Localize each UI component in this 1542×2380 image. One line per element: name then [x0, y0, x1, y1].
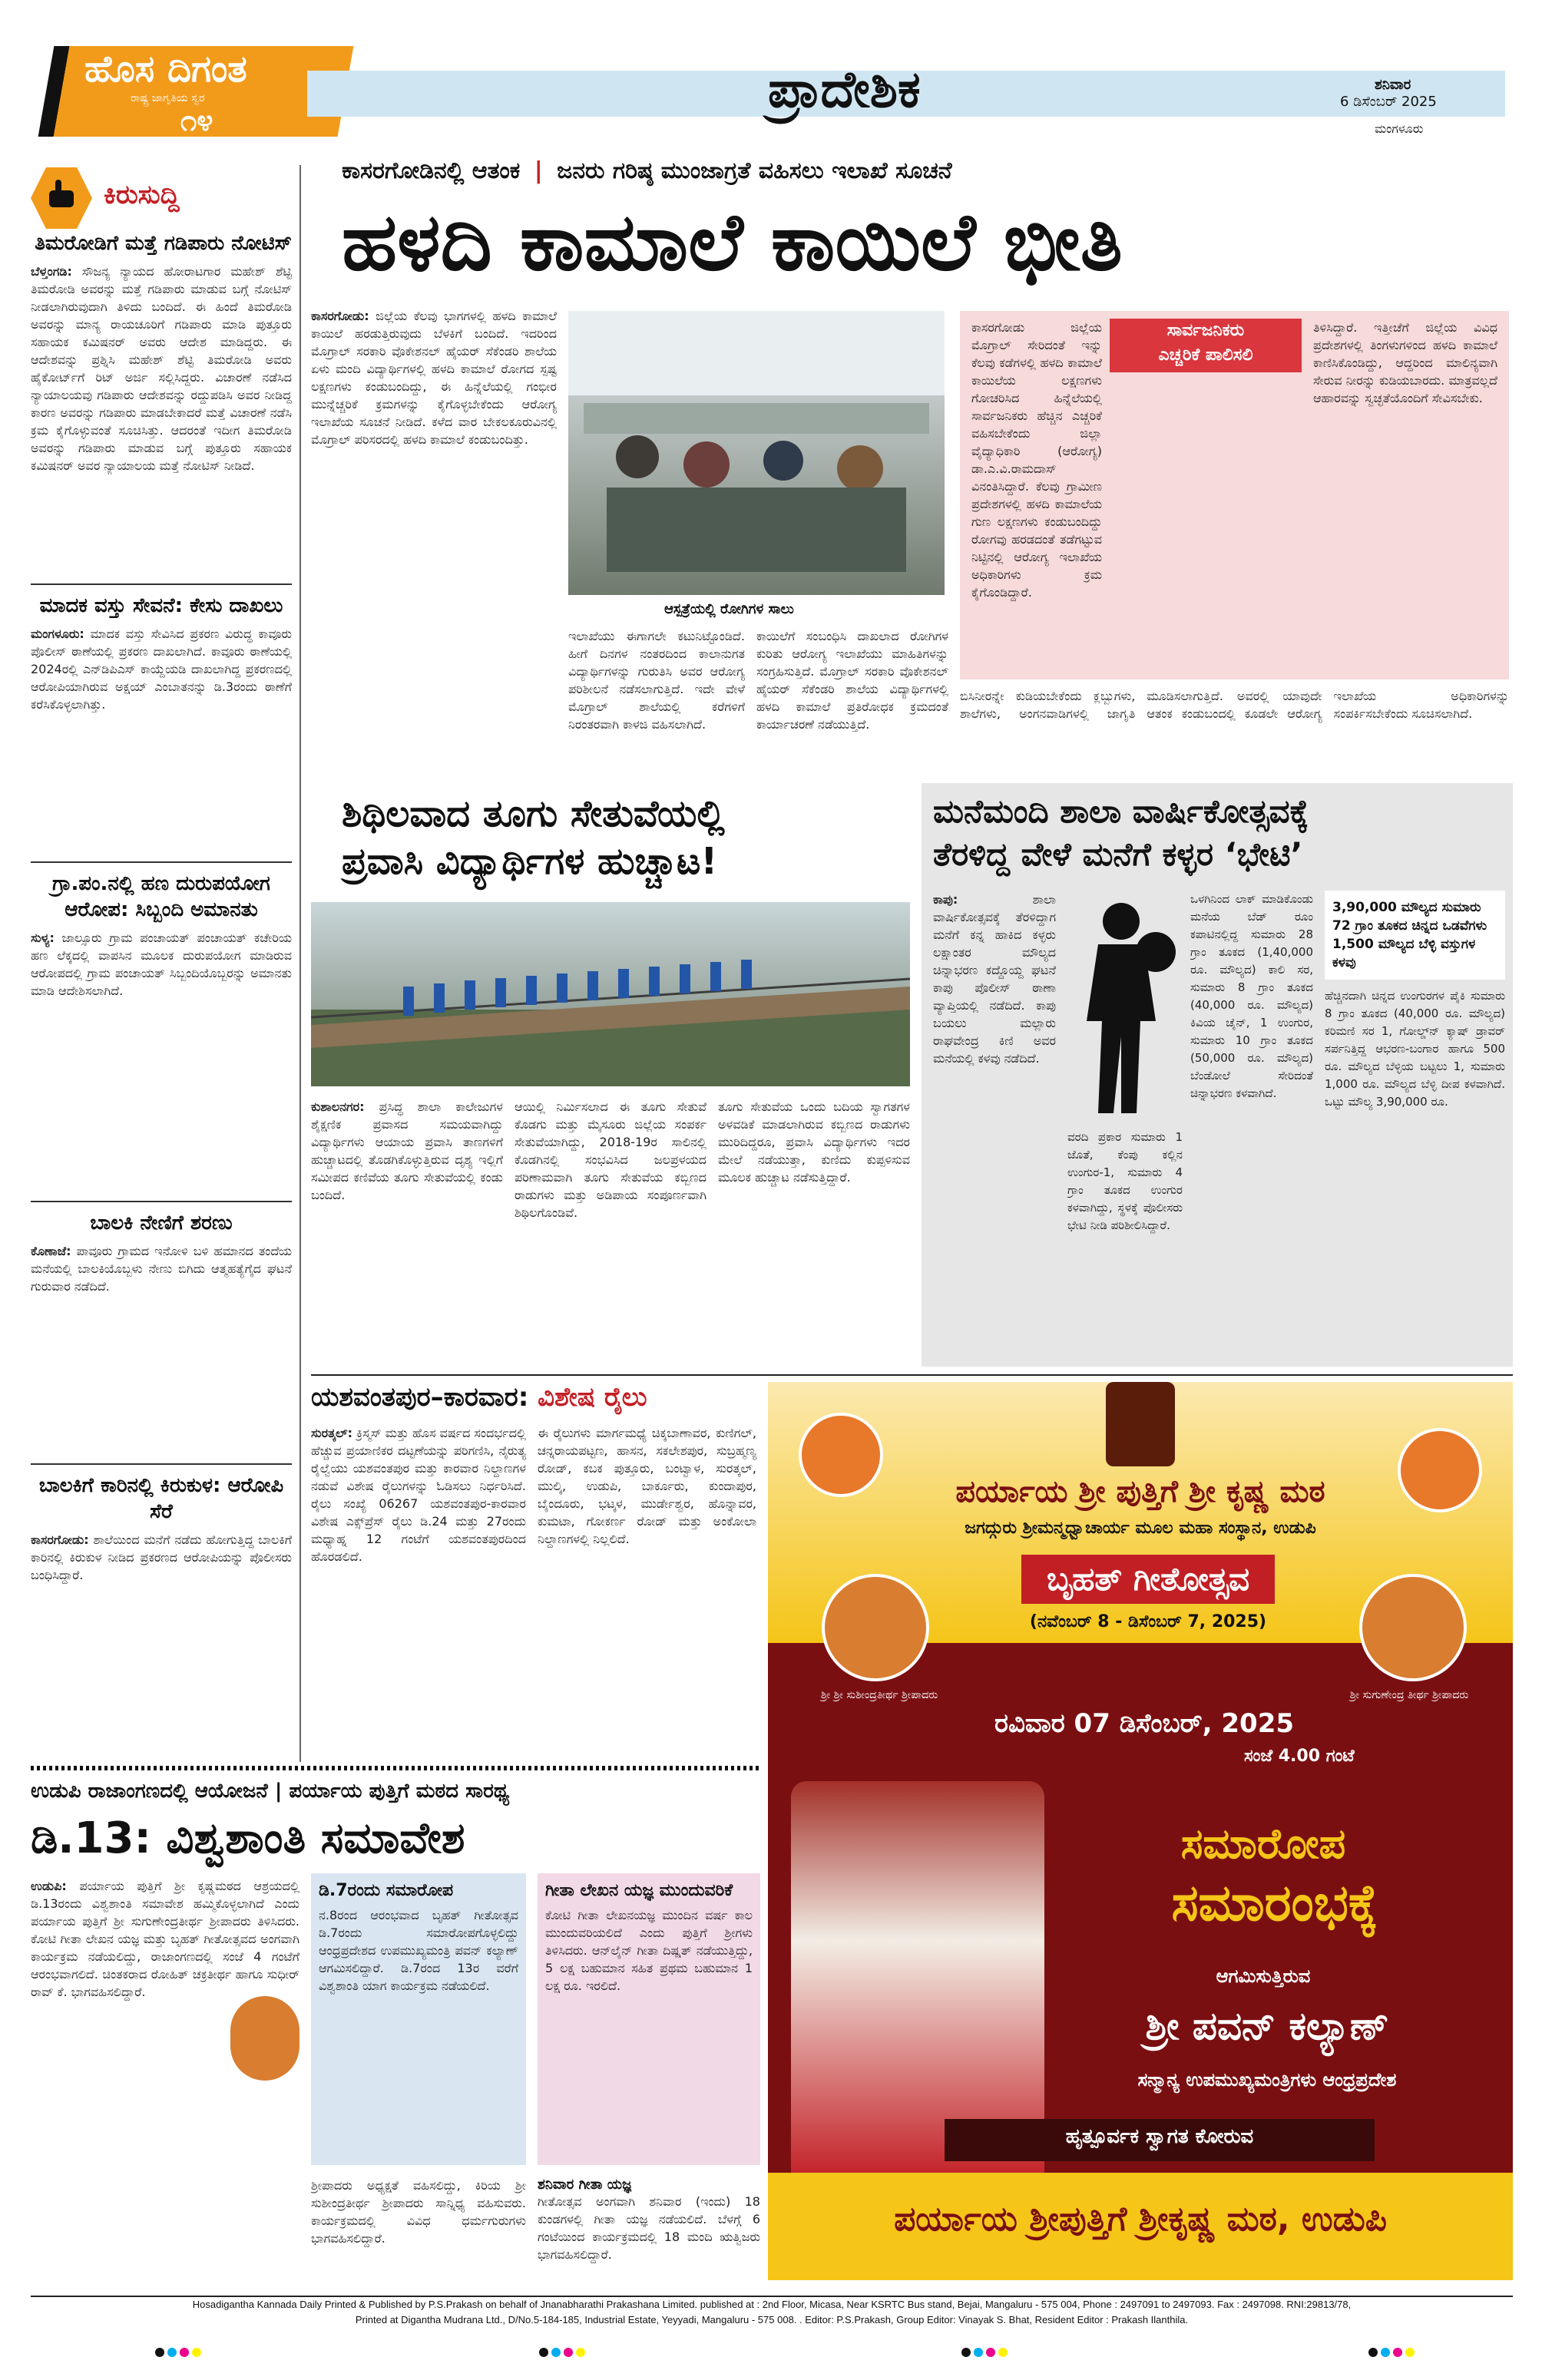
theft-factbox-text: ಹೆಚ್ಚಿನದಾಗಿ ಚಿನ್ನದ ಉಂಗುರಗಳ ಪೈಕಿ ಸುಮಾರು 8 ಗ್ರಾಂ ತೂಕದ (40,000 ರೂ. ಮೌಲ್ಯದ) ಕರಿಮಣಿ ಸರ 1, ಗೋಲ್ಡ್‌ನ್ ಕ್ಯಾಷ್ ಡ್ರಾವರ್ ಸರ್ಪನಿತ್ತಿದ್ದ ಆಭರಣ-ಬಂಗಾರ ಹಾಗೂ 500 ರೂ. ಮೌಲ್ಯದ ಬೆಳ್ಳಿಯ ಬಟ್ಟಲು 1, ಸುಮಾರು 1,000 ರೂ. ಮೌಲ್ಯದ ಬೆಳ್ಳಿ ದೀಪ ಕಳವಾಗಿದೆ. ಒಟ್ಟು ಮೌಲ್ಯ 3,90,000 ರೂ.	[1325, 989, 1505, 1109]
registration-marks-center-right	[960, 2345, 1009, 2360]
imprint-line-2: Printed at Digantha Mudrana Ltd., D/No.5-184-185, Industrial Estate, Yeyyadi, Mangaluru - 575 008. . Editor: P.S.Prakash, Group Editor: Vinayak S. Bhat, Resident Editor : Prakash Ilanthila.	[355, 2314, 1189, 2325]
left-briefs	[31, 230, 292, 1743]
lead-photo-caption: ಆಸ್ಪತ್ರೆಯಲ್ಲಿ ರೋಗಿಗಳ ಸಾಲು	[664, 601, 794, 617]
finger-icon	[31, 167, 92, 229]
ad-date: ರವಿವಾರ 07 ಡಿಸೆಂಬರ್, 2025	[994, 1708, 1295, 1739]
theft-headline-1: ಮನೆಮಂದಿ ಶಾಲಾ ವಾರ್ಷಿಕೋತ್ಸವಕ್ಕೆ	[933, 792, 1309, 830]
gitotsava-ad	[768, 1382, 1513, 2280]
edition-name: ಮಂಗಳೂರು	[1375, 121, 1424, 136]
brief-5	[31, 1473, 292, 1726]
gita-yajna-section	[538, 2177, 760, 2284]
bridge-photo	[311, 902, 910, 1086]
lekhana-box	[538, 1873, 760, 2165]
swamiji-center-left	[822, 1574, 929, 1681]
awareness-box-title	[1110, 319, 1302, 372]
train-kicker: ಯಶವಂತಪುರ–ಕಾರವಾರ:	[311, 1382, 529, 1413]
brief-title: ತಿಮರೋಡಿಗೆ ಮತ್ತೆ ಗಡಿಪಾರು ನೋಟಿಸ್	[35, 232, 292, 255]
kiru-suddi-label: ಕಿರುಸುದ್ದಿ	[104, 180, 180, 210]
vishwashanti-dateline: ಉಡುಪಿ:	[31, 1879, 67, 1893]
masthead	[0, 0, 1542, 150]
samaropa-box	[311, 1873, 526, 2165]
ad-guest: ಶ್ರೀ ಪವನ್ ಕಲ್ಯಾಣ್	[1145, 2004, 1389, 2048]
issue-date: 6 ಡಿಸೆಂಬರ್ 2025	[1340, 94, 1437, 110]
brief-4	[31, 1210, 292, 1456]
samaropa-box-title: ಡಿ.7ರಂದು ಸಮಾರೋಪ	[319, 1881, 454, 1900]
ad-time: ಸಂಜೆ 4.00 ಗಂಟೆ	[1244, 1747, 1355, 1766]
awareness-box-right: ತಿಳಿಸಿದ್ದಾರೆ. ಇತ್ತೀಚೆಗೆ ಜಿಲ್ಲೆಯ ವಿವಿಧ ಪ್ರದೇಶಗಳಲ್ಲಿ ತಿಂಗಳುಗಳಿಂದ ಹಳದಿ ಕಾಮಾಲೆ ಕಾಣಿಸಿಕೊಂಡಿದ್ದು, ಆದ್ದರಿಂದ ಮಾಲಿನ್ಯವಾಗಿ ಸೇರುವ ನೀರನ್ನು ಕುಡಿಯಬಾರದು. ಮಾತ್ರವಲ್ಲದೆ ಆಹಾರವನ್ನು ಸ್ವಚ್ಛತೆಯೊಂದಿಗೆ ಸೇವಿಸಬೇಕು.	[1313, 320, 1497, 405]
swamiji-right-caption: ಶ್ರೀ ಸುಗುಣೇಂದ್ರ ತೀರ್ಥ ಶ್ರೀಪಾದರು	[1349, 1689, 1469, 1701]
brief-dateline: ಕೊಣಾಜೆ:	[31, 1244, 71, 1258]
train-col-1	[311, 1424, 526, 1777]
theft-col-3: ವರದಿ ಪ್ರಕಾರ ಸುಮಾರು 1 ಜೊತೆ, ಕೆಂಪು ಕಲ್ಲಿನ ಉಂಗುರ-1, ಸುಮಾರು 4 ಗ್ರಾಂ ತೂಕದ ಉಂಗುರ ಕಳವಾಗಿದ್ದು, ಸ್ಥಳಕ್ಕೆ ಪೊಲೀಸರು ಭೇಟಿ ನೀಡಿ ಪರಿಶೀಲಿಸಿದ್ದಾರೆ.	[1067, 1130, 1183, 1232]
vishwashanti-body	[31, 1877, 299, 2284]
lead-story	[311, 157, 1513, 787]
deity-image	[1106, 1382, 1175, 1466]
ad-sub: ಜಗದ್ಗುರು ಶ್ರೀಮನ್ಮಧ್ವಾಚಾರ್ಯ ಮೂಲ ಮಹಾ ಸಂಸ್ಥಾನ, ಉಡುಪಿ	[965, 1519, 1316, 1538]
vishwashanti-rule	[31, 1766, 760, 1770]
brief-title: ಗ್ರಾ.ಪಂ.ನಲ್ಲಿ ಹಣ ದುರುಪಯೋಗ ಆರೋಪ: ಸಿಬ್ಬಂದಿ ಅಮಾನತು	[52, 872, 270, 921]
vishwashanti-story	[31, 1766, 760, 2288]
swamiji-left-portrait	[799, 1413, 883, 1497]
logo-text: ಹೊಸ ದಿಗಂತ	[84, 48, 247, 91]
vishwashanti-col-2-bottom: ಶ್ರೀಪಾದರು ಅಧ್ಯಕ್ಷತೆ ವಹಿಸಲಿದ್ದು, ಕಿರಿಯ ಶ್ರೀ ಸುಶೀಂದ್ರತೀರ್ಥ ಶ್ರೀಪಾದರು ಸಾನ್ನಿಧ್ಯ ವಹಿಸುವರು. ಕಾರ್ಯಕ್ರಮದಲ್ಲಿ ವಿವಿಧ ಧರ್ಮಗುರುಗಳು ಭಾಗವಹಿಸಲಿದ್ದಾರೆ.	[311, 2178, 526, 2246]
samaropa-box-body: ನ.8ರಂದ ಆರಂಭವಾದ ಬೃಹತ್ ಗೀತೋತ್ಸವ ಡಿ.7ರಂದು ಸಮಾರೋಪಗೊಳ್ಳಲಿದ್ದು ಆಂಧ್ರಪ್ರದೇಶದ ಉಪಮುಖ್ಯಮಂತ್ರಿ ಪವನ್ ಕಲ್ಯಾಣ್ ಆಗಮಿಸಲಿದ್ದಾರೆ. ಡಿ.7ರಂದ 13ರ ವರೆಗೆ ವಿಶ್ವಶಾಂತಿ ಯಾಗ ಕಾರ್ಯಕ್ರಮ ನಡೆಯಲಿದೆ.	[319, 1908, 518, 1993]
ad-arrival: ಆಗಮಿಸುತ್ತಿರುವ	[1216, 1965, 1311, 1987]
brief-2	[31, 593, 292, 854]
brief-dateline: ಕಾಸರಗೋಡು:	[31, 1532, 89, 1547]
bridge-headline-1: ಶಿಥಿಲವಾದ ತೂಗು ಸೇತುವೆಯಲ್ಲಿ	[342, 792, 725, 835]
bridge-story	[311, 791, 910, 1367]
vishwashanti-kicker: ಉಡುಪಿ ರಾಜಾಂಗಣದಲ್ಲಿ ಆಯೋಜನೆ | ಪರ್ಯಾಯ ಪುತ್ತಿಗೆ ಮಠದ ಸಾರಥ್ಯ	[31, 1780, 510, 1803]
registration-marks-center-left	[538, 2345, 587, 2360]
lead-col-2: ಇಲಾಖೆಯು ಈಗಾಗಲೇ ಕಟುನಿಟ್ಟೊಂಡಿದೆ. ಹೀಗೆ ದಿನಗಳ ನಂತರದಿಂದ ಕಾಲಾನುಗತ ವಿದ್ಯಾರ್ಥಿಗಳನ್ನು ಗುರುತಿಸಿ ಅವರ ಆರೋಗ್ಯ ಪರಿಶೀಲನೆ ನಡೆಸಲಾಗುತ್ತಿದೆ. ಇದೇ ವೇಳೆ ಮೊಗ್ರಾಲ್ ಶಾಲೆಯಲ್ಲಿ ಕರೆಗಳಿಗೆ ನಿರಂತರವಾಗಿ ಕಾಳಜಿ ವಹಿಸಲಾಗಿದೆ.	[568, 629, 745, 732]
imprint	[31, 2296, 1513, 2334]
lead-bottom-text: ಬಿಸಿನೀರನ್ನೇ ಕುಡಿಯಬೇಕೆಂದು ಕ್ಲಬ್ಬುಗಳು, ಶಾಲೆಗಳು, ಅಂಗನವಾಡಿಗಳಲ್ಲಿ ಜಾಗೃತಿ ಮೂಡಿಸಲಾಗುತ್ತಿದೆ. ಅವರಲ್ಲಿ ಯಾವುದೇ ಆತಂಕ ಕಂಡುಬಂದಲ್ಲಿ ಕೂಡಲೇ ಆರೋಗ್ಯ ಇಲಾಖೆಯ ಅಧಿಕಾರಿಗಳನ್ನು ಸಂಪರ್ಕಿಸಬೇಕೆಂದು ಸೂಚಿಸಲಾಗಿದೆ.	[960, 689, 1509, 721]
lead-col-1-text: ಜಿಲ್ಲೆಯ ಕೆಲವು ಭಾಗಗಳಲ್ಲಿ ಹಳದಿ ಕಾಮಾಲೆ ಕಾಯಿಲೆ ಹರಡುತ್ತಿರುವುದು ಬೆಳಕಿಗೆ ಬಂದಿದೆ. ಇದರಿಂದ ಮೊಗ್ರಾಲ್ ಸರಕಾರಿ ವೊಕೇಶನಲ್ ಹೈಯರ್ ಸೆಕೆಂಡರಿ ಶಾಲೆಯ ಏಳು ಮಂದಿ ವಿದ್ಯಾರ್ಥಿಗಳಲ್ಲಿ ಹಳದಿ ಕಾಮಾಲೆ ರೋಗದ ಸ್ಪಷ್ಟ ಲಕ್ಷಣಗಳು ಕಂಡುಬಂದಿದ್ದು, ಈ ಹಿನ್ನೆಲೆಯಲ್ಲಿ ಗಂಭೀರ ಮುನ್ನೆಚ್ಚರಿಕೆ ಕ್ರಮಗಳನ್ನು ಕೈಗೊಳ್ಳಬೇಕೆಂದು ಆರೋಗ್ಯ ಇಲಾಖೆಯ ಸೂಚನೆ ನೀಡಿದೆ. ಕಳೆದ ವಾರ ಬೇಕಲಕೂರುವಿನಲ್ಲಿ ಮೊಗ್ರಾಲ್ ಪರಿಸರದಲ್ಲಿ ಹಳದಿ ಕಾಮಾಲೆ ಕಂಡುಬಂದಿತ್ತು.	[311, 309, 557, 447]
ad-event-dates: (ನವೆಂಬರ್ 8 - ಡಿಸೆಂಬರ್ 7, 2025)	[1029, 1612, 1267, 1631]
ad-welcome: ಹೃತ್ಪೂರ್ವಕ ಸ್ವಾಗತ ಕೋರುವ	[1065, 2125, 1254, 2148]
logo-tagline: ರಾಷ್ಟ್ರ ಜಾಗೃತಿಯ ಸ್ವರ	[131, 92, 205, 104]
brief-body: ಸೌಜನ್ಯ ನ್ಯಾಯದ ಹೋರಾಟಗಾರ ಮಹೇಶ್ ಶೆಟ್ಟಿ ತಿಮರೋಡಿ ಅವರನ್ನು ಮತ್ತೆ ಗಡಿಪಾರು ಮಾಡುವ ಬಗ್ಗೆ ನೋಟಿಸ್ ನೀಡಲಾಗಿರುವುದಾಗಿ ತಿಳಿದು ಬಂದಿದೆ. ಈ ಹಿಂದೆ ತಿಮರೋಡಿ ಅವರನ್ನು ಮಾನ್ಯ ರಾಯಚೂರಿಗೆ ಗಡಿಪಾರು ಮಾಡಿ ಪುತ್ತೂರು ಸಹಾಯಕ ಕಮಿಷನರ್ ಅವರು ಆದೇಶ ಮಾಡಿದ್ದರು. ಈ ಆದೇಶವನ್ನು ಪ್ರಶ್ನಿಸಿ ಮಹೇಶ್ ಶೆಟ್ಟಿ ತಿಮರೋಡಿ ಅವರು ಹೈಕೋರ್ಟ್‌ಗೆ ರಿಟ್ ಅರ್ಜಿ ಸಲ್ಲಿಸಿದ್ದರು. ವಿಚಾರಣೆ ನಡೆಸಿದ ನ್ಯಾಯಾಲಯವು ಗಡಿಪಾರು ಆದೇಶವನ್ನು ರದ್ದುಪಡಿಸಿ ಅವರ ನೀಡಿದ್ದ ಕಾರಣ ಅವರನ್ನು ಗಡಿಪಾರು ಮಾಡಬೇಕಾದರೆ ಮತ್ತೆ ವಿಚಾರಣೆ ನಡೆಸಿ ಕ್ರಮ ಕೈಗೊಳ್ಳುವಂತೆ ಸೂಚಿಸಿತ್ತು. ಆದರಂತೆ ಇದೀಗ ತಿಮರೋಡಿ ಅವರನ್ನು ಗಡಿಪಾರು ಮಾಡುವ ಬಗ್ಗೆ ಪುತ್ತೂರು ಸಹಾಯಕ ಕಮಿಷನರ್ ಅವರ ನ್ಯಾಯಾಲಯ ಮತ್ತೆ ನೋಟಿಸ್ ನೀಡಿದೆ.	[31, 264, 292, 473]
lead-dateline: ಕಾಸರಗೋಡು:	[311, 309, 369, 323]
bridge-col-2: ಆಯಿಲ್ಲಿ ನಿರ್ಮಿಸಲಾದ ಈ ತೂಗು ಸೇತುವೆ ಕೊಡಗು ಮತ್ತು ಮೈಸೂರು ಜಿಲ್ಲೆಯ ಸಂಪರ್ಕ ಸೇತುವೆಯಾಗಿದ್ದು, 2018-19ರ ಸಾಲಿನಲ್ಲಿ ಕೊಡಗಿನಲ್ಲಿ ಸಂಭವಿಸಿದ ಜಲಪ್ರಳಯದ ಪರಿಣಾಮವಾಗಿ ತೂಗು ಸೇತುವೆಯ ಕಬ್ಬಿಣದ ರಾಡುಗಳು ಮತ್ತು ಅಡಿಪಾಯ ಸಂಪೂರ್ಣವಾಗಿ ಶಿಥಿಲಗೊಂಡಿವೆ.	[515, 1099, 706, 1220]
awareness-box	[960, 311, 1509, 679]
bridge-col-1	[311, 1098, 503, 1359]
kicker-divider: |	[534, 157, 543, 184]
awareness-box-title-2: ಎಚ್ಚರಿಕೆ ಪಾಲಿಸಲಿ	[1158, 345, 1253, 365]
vishwashanti-body-text: ಪರ್ಯಾಯ ಪುತ್ತಿಗೆ ಶ್ರೀ ಕೃಷ್ಣಮಠದ ಆಶ್ರಯದಲ್ಲಿ ಡಿ.13ರಂದು ವಿಶ್ವಶಾಂತಿ ಸಮಾವೇಶ ಹಮ್ಮಿಕೊಳ್ಳಲಾಗಿದೆ ಎಂದು ಪರ್ಯಾಯ ಪುತ್ತಿಗೆ ಶ್ರೀ ಸುಗುಣೇಂದ್ರತೀರ್ಥ ಶ್ರೀಪಾದರು ತಿಳಿಸಿದರು. ಕೋಟಿ ಗೀತಾ ಲೇಖನ ಯಜ್ಞ ಮತ್ತು ಬೃಹತ್ ಗೀತೋತ್ಸವದ ಅಂಗವಾಗಿ ಕಾರ್ಯಕ್ರಮ ನಡೆಯಲಿದ್ದು, ರಾಜಾಂಗಣದಲ್ಲಿ ಸಂಜೆ 4 ಗಂಟೆಗೆ ಆರಂಭವಾಗಲಿದೆ. ಚಿಂತಕರಾದ ರೋಹಿತ್ ಚಕ್ರತೀರ್ಥ ಹಾಗೂ ಸುಧೀರ್ ರಾವ್ ಕೆ. ಭಾಗವಹಿಸಲಿದ್ದಾರೆ.	[31, 1879, 299, 1999]
theft-headline-2: ತೆರಳಿದ್ದ ವೇಳೆ ಮನೆಗೆ ಕಳ್ಳರ ‘ಭೇಟಿ’	[933, 835, 1303, 873]
train-dateline: ಸುರತ್ಕಲ್:	[311, 1426, 352, 1440]
lead-kicker-right: ಜನರು ಗರಿಷ್ಠ ಮುಂಜಾಗ್ರತೆ ವಹಿಸಲು ಇಲಾಖೆ ಸೂಚನೆ	[557, 157, 952, 184]
theft-col-2: ಒಳಗಿನಿಂದ ಲಾಕ್ ಮಾಡಿಕೊಂಡು ಮನೆಯ ಬೆಡ್ ರೂಂ ಕಪಾಟಿನಲ್ಲಿದ್ದ ಸುಮಾರು 28 ಗ್ರಾಂ ತೂಕದ (1,40,000 ರೂ. ಮೌಲ್ಯದ) ಕಾಲಿ ಸರ, ಸುಮಾರು 8 ಗ್ರಾಂ ತೂಕದ (40,000 ರೂ. ಮೌಲ್ಯದ) ಕಿವಿಯ ಚೈನ್, 1 ಉಂಗುರ, ಸುಮಾರು 10 ಗ್ರಾಂ ತೂಕದ (50,000 ರೂ. ಮೌಲ್ಯದ) ಬೆಂಡೋಲೆ ಸೇರಿದಂತೆ ಚಿನ್ನಾಭರಣ ಕಳವಾಗಿದೆ.	[1190, 892, 1313, 1100]
lead-kicker-left: ಕಾಸರಗೋಡಿನಲ್ಲಿ ಆತಂಕ	[342, 157, 521, 184]
ad-samaropa: ಸಮಾರೋಪ	[1180, 1820, 1346, 1868]
vishwashanti-headline: ಡಿ.13: ವಿಶ್ವಶಾಂತಿ ಸಮಾವೇಶ	[31, 1813, 465, 1863]
swamiji-left-caption: ಶ್ರೀ ಶ್ರೀ ಸುಶೀಂದ್ರತೀರ್ಥ ಶ್ರೀಪಾದರು	[820, 1689, 938, 1701]
section-rule	[311, 1374, 1513, 1376]
train-highlight: ವಿಶೇಷ ರೈಲು	[538, 1382, 647, 1413]
theft-col-1	[933, 891, 1056, 1351]
swamiji-center-right	[1359, 1574, 1467, 1681]
bridge-dateline: ಕುಶಾಲನಗರ:	[311, 1099, 365, 1114]
brief-body: ಪಾವೂರು ಗ್ರಾಮದ ಇನೋಳಿ ಬಳಿ ಹಮಾನದ ತಂದೆಯ ಮನೆಯಲ್ಲಿ ಬಾಲಕಿಯೊಬ್ಬಳು ನೇಣು ಬಿಗಿದು ಆತ್ಮಹತ್ಯೆಗೈದ ಘಟನೆ ಗುರುವಾರ ನಡೆದಿದೆ.	[31, 1244, 292, 1294]
awareness-box-left: ಕಾಸರಗೋಡು ಜಿಲ್ಲೆಯ ಮೊಗ್ರಾಲ್ ಸೇರಿದಂತೆ ಇನ್ನು ಕೆಲವು ಕಡೆಗಳಲ್ಲಿ ಹಳದಿ ಕಾಮಾಲೆ ಕಾಯಿಲೆಯ ಲಕ್ಷಣಗಳು ಗೋಚರಿಸಿದ ಹಿನ್ನೆಲೆಯಲ್ಲಿ ಸಾರ್ವಜನಿಕರು ಹೆಚ್ಚಿನ ಎಚ್ಚರಿಕೆ ವಹಿಸಬೇಕೆಂದು ಜಿಲ್ಲಾ ವೈದ್ಯಾಧಿಕಾರಿ (ಆರೋಗ್ಯ) ಡಾ.ಎ.ವಿ.ರಾಮದಾಸ್ ವಿನಂತಿಸಿದ್ದಾರೆ. ಕೆಲವು ಗ್ರಾಮೀಣ ಪ್ರದೇಶಗಳಲ್ಲಿ ಹಳದಿ ಕಾಮಾಲೆಯ ಗುಣ ಲಕ್ಷಣಗಳು ಕಂಡುಬಂದಿದ್ದು ರೋಗವು ಹರಡದಂತೆ ತಡೆಗಟ್ಟುವ ನಿಟ್ಟಿನಲ್ಲಿ ಆರೋಗ್ಯ ಇಲಾಖೆಯ ಅಧಿಕಾರಿಗಳು ಕ್ರಮ ಕೈಗೊಂಡಿದ್ದಾರೆ.	[971, 320, 1102, 600]
kiru-suddi-header	[31, 167, 284, 229]
lekhana-box-title: ಗೀತಾ ಲೇಖನ ಯಜ್ಞ ಮುಂದುವರಿಕೆ	[545, 1881, 733, 1900]
brief-title: ಬಾಲಕಿಗೆ ಕಾರಿನಲ್ಲಿ ಕಿರುಕುಳ: ಆರೋಪಿ ಸೆರೆ	[38, 1474, 284, 1523]
vishwashanti-portrait	[230, 1996, 299, 2081]
lead-kicker	[342, 157, 1509, 184]
gita-yajna-title: ಶನಿವಾರ ಗೀತಾ ಯಜ್ಞ	[538, 2177, 632, 2193]
brief-1	[31, 230, 292, 576]
train-story	[311, 1382, 756, 1781]
gita-yajna-body: ಗೀತೋತ್ಸವ ಅಂಗವಾಗಿ ಶನಿವಾರ (ಇಂದು) 18 ಕುಂಡಗಳಲ್ಲಿ ಗೀತಾ ಯಜ್ಞ ನಡೆಯಲಿದೆ. ಬೆಳಗ್ಗೆ 6 ಗಂಟೆಯಿಂದ ಕಾರ್ಯಕ್ರಮದಲ್ಲಿ 18 ಮಂದಿ ಋತ್ವಿಜರು ಭಾಗವಹಿಸಲಿದ್ದಾರೆ.	[538, 2194, 760, 2262]
section-title: ಪ್ರಾದೇಶಿಕ	[768, 60, 921, 119]
train-col-2: ಈ ರೈಲುಗಳು ಮಾರ್ಗಮಧ್ಯೆ ಚಿಕ್ಕಬಾಣಾವರ, ಕುಣಿಗಲ್, ಚನ್ನರಾಯಪಟ್ಟಣ, ಹಾಸನ, ಸಕಲೇಶಪುರ, ಸುಬ್ರಹ್ಮಣ್ಯ ರೋಡ್, ಕಬಕ ಪುತ್ತೂರು, ಬಂಟ್ವಾಳ, ಸುರತ್ಕಲ್, ಮುಲ್ಕಿ, ಉಡುಪಿ, ಬಾರ್ಕೂರು, ಕುಂದಾಪುರ, ಬೈಂದೂರು, ಭಟ್ಕಳ, ಮುರ್ಡೇಶ್ವರ, ಹೊನ್ನಾವರ, ಕುಮಟಾ, ಗೋಕರ್ಣ ರೋಡ್ ಮತ್ತು ಅಂಕೋಲಾ ನಿಲ್ದಾಣಗಳಲ್ಲಿ ನಿಲ್ಲಲಿದೆ.	[538, 1426, 756, 1546]
train-headline	[311, 1382, 647, 1413]
theft-story	[922, 783, 1513, 1367]
theft-dateline: ಕಾಪು:	[933, 892, 958, 907]
lead-photo	[568, 311, 945, 595]
awareness-box-title-1: ಸಾರ್ವಜನಿಕರು	[1166, 321, 1245, 340]
ad-org: ಪರ್ಯಾಯ ಶ್ರೀ ಪುತ್ತಿಗೆ ಶ್ರೀ ಕೃಷ್ಣ ಮಠ	[955, 1474, 1325, 1509]
registration-marks-left	[154, 2345, 203, 2360]
brief-title: ಮಾದಕ ವಸ್ತು ಸೇವನೆ: ಕೇಸು ದಾಖಲು	[39, 594, 283, 617]
bridge-col-1-text: ಪ್ರಸಿದ್ಧ ಶಾಲಾ ಕಾಲೇಜುಗಳ ಶೈಕ್ಷಣಿಕ ಪ್ರವಾಸದ ಸಮಯವಾಗಿದ್ದು ವಿದ್ಯಾರ್ಥಿಗಳು ಆಯಾಯ ಪ್ರವಾಸಿ ತಾಣಗಳಿಗೆ ಹುಚ್ಚಾಟದಲ್ಲಿ ತೊಡಗಿಕೊಳ್ಳುತ್ತಿರುವ ದೃಶ್ಯ ಇಲ್ಲಿಗೆ ಸಮೀಪದ ಕಣಿವೆಯ ತೂಗು ಸೇತುವೆಯಲ್ಲಿ ಕಂಡು ಬಂದಿದೆ.	[311, 1099, 503, 1202]
lead-col-1	[311, 307, 557, 768]
thief-silhouette	[1067, 891, 1183, 1121]
ad-footer-org: ಪರ್ಯಾಯ ಶ್ರೀಪುತ್ತಿಗೆ ಶ್ರೀಕೃಷ್ಣ ಮಠ, ಉಡುಪಿ	[894, 2200, 1387, 2239]
ad-guest-title: ಸನ್ಮಾನ್ಯ ಉಪಮುಖ್ಯಮಂತ್ರಿಗಳು ಆಂಧ್ರಪ್ರದೇಶ	[1137, 2069, 1397, 2091]
brief-dateline: ಸುಳ್ಯ:	[31, 931, 55, 945]
brief-body: ಮಾದಕ ವಸ್ತು ಸೇವಿಸಿದ ಪ್ರಕರಣ ವಿರುದ್ಧ ಕಾವೂರು ಪೊಲೀಸ್ ಠಾಣೆಯಲ್ಲಿ ಪ್ರಕರಣ ದಾಖಲಾಗಿದೆ. ಕಾವೂರು ಠಾಣೆಯಲ್ಲಿ 2024ರಲ್ಲಿ ಎನ್‌ಡಿಪಿಎಸ್ ಕಾಯ್ದೆಯಡಿ ದಾಖಲಾಗಿದ್ದ ಪ್ರಕರಣದಲ್ಲಿ ಆರೋಪಿಯಾಗಿರುವ ಅಕ್ಷಯ್ ಎಂಬಾತನನ್ನು ಡಿ.3ರಂದು ಠಾಣೆಗೆ ಕರೆಸಿಕೊಳ್ಳಲಾಗಿತ್ತು.	[31, 626, 292, 712]
train-col-1-text: ಕ್ರಿಸ್ಮಸ್ ಮತ್ತು ಹೊಸ ವರ್ಷದ ಸಂದರ್ಭದಲ್ಲಿ ಹೆಚ್ಚುವ ಪ್ರಯಾಣಿಕರ ದಟ್ಟಣೆಯನ್ನು ಪರಿಗಣಿಸಿ, ನೈರುತ್ಯ ರೈಲ್ವೆಯು ಯಶವಂತಪುರ ಮತ್ತು ಕಾರವಾರ ನಿಲ್ದಾಣಗಳ ನಡುವೆ ವಿಶೇಷ ರೈಲುಗಳನ್ನು ಓಡಿಸಲು ನಿರ್ಧರಿಸಿದೆ. ರೈಲು ಸಂಖ್ಯೆ 06267 ಯಶವಂತಪುರ-ಕಾರವಾರ ವಿಶೇಷ ಎಕ್ಸ್‌ಪ್ರೆಸ್ ರೈಲು ಡಿ.24 ಮತ್ತು 27ರಂದು ಮಧ್ಯಾಹ್ನ 12 ಗಂಟೆಗೆ ಯಶವಂತಪುರದಿಂದ ಹೊರಡಲಿದೆ.	[311, 1426, 526, 1564]
bridge-col-3: ತೂಗು ಸೇತುವೆಯ ಒಂದು ಬದಿಯ ಸ್ವಾಗತಗಳ ಅಳವಡಿಕೆ ಮಾಡಲಾಗಿರುವ ಕಬ್ಬಿಣದ ರಾಡುಗಳು ಮುರಿದಿದ್ದರೂ, ಪ್ರವಾಸಿ ವಿದ್ಯಾರ್ಥಿಗಳು ಇದರ ಮೇಲೆ ನಡೆಯುತ್ತಾ, ಕುಣಿದು ಕುಪ್ಪಳಿಸುವ ಮೂಲಕ ಹುಚ್ಚಾಟ ನಡೆಸುತ್ತಿದ್ದಾರೆ.	[718, 1099, 910, 1185]
brief-dateline: ಬೆಳ್ತಂಗಡಿ:	[31, 264, 72, 279]
theft-factbox-highlight: 3,90,000 ಮೌಲ್ಯದ ಸುಮಾರು 72 ಗ್ರಾಂ ತೂಕದ ಚಿನ್ನದ ಒಡವೆಗಳು 1,500 ಮೌಲ್ಯದ ಬೆಳ್ಳಿ ವಸ್ತುಗಳ ಕಳವು	[1325, 891, 1505, 980]
theft-col-1-text: ಶಾಲಾ ವಾರ್ಷಿಕೋತ್ಸವಕ್ಕೆ ತೆರಳಿದ್ದಾಗ ಮನೆಗೆ ಕನ್ನ ಹಾಕಿದ ಕಳ್ಳರು ಲಕ್ಷಾಂತರ ಮೌಲ್ಯದ ಚಿನ್ನಾಭರಣ ಕದ್ದೊಯ್ದ ಘಟನೆ ಕಾಪು ಪೊಲೀಸ್ ಠಾಣಾ ವ್ಯಾಪ್ತಿಯಲ್ಲಿ ನಡೆದಿದೆ. ಕಾಪು ಬಯಲು ಮಲ್ಲಾರು ರಾಘವೇಂದ್ರ ಕಿಣಿ ಅವರ ಮನೆಯಲ್ಲಿ ಕಳವು ನಡೆದಿದೆ.	[933, 892, 1056, 1066]
issue-day: ಶನಿವಾರ	[1375, 77, 1411, 93]
imprint-line-1: Hosadigantha Kannada Daily Printed & Published by P.S.Prakash on behalf of Jnanabharathi Prakashana Limited. published at : 2nd Floor, Micasa, Near KSRTC Bus stand, Bejai, Mangaluru - 575 004, Phone : 2497091 to 2497093. Fax : 2497098. RNI:29813/78,	[192, 2299, 1352, 2310]
brief-body: ಶಾಲೆಯಿಂದ ಮನೆಗೆ ನಡೆದು ಹೋಗುತ್ತಿದ್ದ ಬಾಲಕಿಗೆ ಕಾರಿನಲ್ಲಿ ಕಿರುಕುಳ ನೀಡಿದ ಪ್ರಕರಣದ ಆರೋಪಿಯನ್ನು ಪೊಲೀಸರು ಬಂಧಿಸಿದ್ದಾರೆ.	[31, 1532, 292, 1582]
lead-headline: ಹಳದಿ ಕಾಮಾಲೆ ಕಾಯಿಲೆ ಭೀತಿ	[342, 195, 1123, 289]
theft-factbox	[1325, 891, 1505, 1351]
lekhana-box-body: ಕೋಟಿ ಗೀತಾ ಲೇಖನಯಜ್ಞ ಮುಂದಿನ ವರ್ಷ ಕಾಲ ಮುಂದುವರಿಯಲಿದೆ ಎಂದು ಪುತ್ತಿಗೆ ಶ್ರೀಗಳು ತಿಳಿಸಿದರು. ಆನ್‌ಲೈನ್ ಗೀತಾ ದಿಷ್ಷತ್ ನಡೆಯುತ್ತಿದ್ದು, 5 ಲಕ್ಷ ಬಹುಮಾನ ಸಹಿತ ಪ್ರಥಮ ಬಹುಮಾನ 1 ಲಕ್ಷ ರೂ. ಇರಲಿದೆ.	[545, 1908, 753, 1993]
brief-title: ಬಾಲಕಿ ನೇಣಿಗೆ ಶರಣು	[90, 1211, 233, 1235]
column-divider	[299, 165, 301, 1762]
ad-event: ಬೃಹತ್ ಗೀತೋತ್ಸವ	[1021, 1555, 1275, 1604]
lead-col-3: ಕಾಯಿಲೆಗೆ ಸಂಬಂಧಿಸಿ ದಾಖಲಾದ ರೋಗಿಗಳ ಕುರಿತು ಆರೋಗ್ಯ ಇಲಾಖೆಯು ಮಾಹಿತಿಗಳನ್ನು ಸಂಗ್ರಹಿಸುತ್ತಿದೆ. ಮೊಗ್ರಾಲ್ ಸರಕಾರಿ ವೊಕೇಶನಲ್ ಹೈಯರ್ ಸೆಕೆಂಡರಿ ಶಾಲೆಯ ವಿದ್ಯಾರ್ಥಿಗಳಲ್ಲಿ ಹಳದಿ ಕಾಮಾಲೆ ಪ್ರತಿರೋಧಕ ಕ್ರಮದಂತೆ ಕಾರ್ಯಾಚರಣೆ ನಡೆಯುತ್ತಿದೆ.	[756, 629, 948, 732]
ad-samarambha: ಸಮಾರಂಭಕ್ಕೆ	[1171, 1873, 1378, 1932]
brief-body: ಜಾಲ್ಸೂರು ಗ್ರಾಮ ಪಂಚಾಯತ್ ಪಂಚಾಯತ್ ಕಚೇರಿಯ ಹಣ ಲೆಕ್ಕದಲ್ಲಿ ವಾಪಸಿನ ಮೂಲಕ ದುರುಪಯೋಗ ಮಾಡಿರುವ ಆರೋಪದಲ್ಲಿ ಗ್ರಾಮ ಪಂಚಾಯತ್ ಸಿಬ್ಬಂದಿಯೊಬ್ಬರನ್ನು ಅಮಾನತು ಮಾಡಿ ಆದೇಶಿಸಲಾಗಿದೆ.	[31, 931, 292, 998]
registration-marks-right	[1367, 2345, 1416, 2360]
page-number: ೧೪	[180, 104, 213, 137]
swamiji-right-portrait	[1398, 1428, 1482, 1512]
brief-3	[31, 871, 292, 1193]
brief-dateline: ಮಂಗಳೂರು:	[31, 626, 84, 641]
bridge-headline-2: ಪ್ರವಾಸಿ ವಿದ್ಯಾರ್ಥಿಗಳ ಹುಚ್ಚಾಟ!	[342, 840, 718, 883]
